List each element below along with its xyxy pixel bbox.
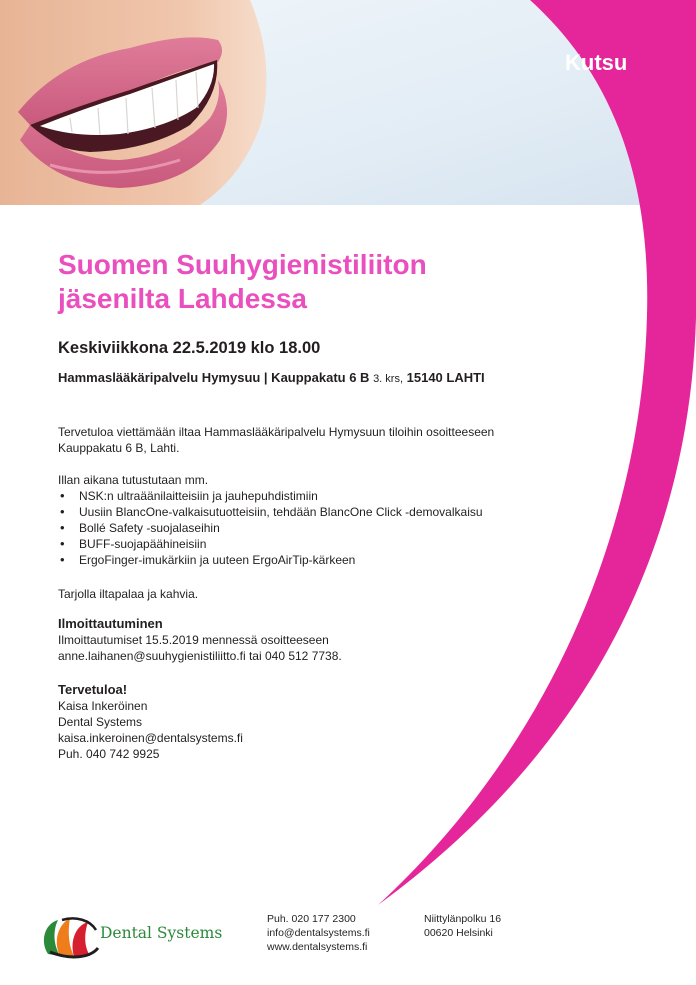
list-item: • ErgoFinger-imukärkiin ja uuteen ErgoAirTip-kärkeen bbox=[58, 552, 483, 568]
footer-street: Niittylänpolku 16 bbox=[424, 913, 502, 925]
topics-list bbox=[58, 488, 483, 568]
footer-city: 00620 Helsinki bbox=[424, 927, 493, 939]
contact-email: kaisa.inkeroinen@dentalsystems.fi bbox=[58, 731, 243, 745]
footer-phone: Puh. 020 177 2300 bbox=[267, 913, 356, 925]
registration-heading: Ilmoittautuminen bbox=[58, 616, 163, 631]
list-item: • Uusiin BlancOne-valkaisutuotteisiin, tehdään BlancOne Click -demovalkaisu bbox=[58, 504, 483, 520]
list-item: • Bollé Safety -suojalaseihin bbox=[58, 520, 483, 536]
page-title bbox=[58, 248, 498, 316]
registration-line-1: Ilmoittautumiset 15.5.2019 mennessä osoitteeseen bbox=[58, 633, 329, 647]
intro-paragraph bbox=[58, 424, 538, 456]
contact-name: Kaisa Inkeröinen bbox=[58, 699, 148, 713]
intro-line-2: Kauppakatu 6 B, Lahti. bbox=[58, 441, 180, 455]
event-date: Keskiviikkona 22.5.2019 klo 18.00 bbox=[58, 339, 321, 357]
footer-contact bbox=[267, 912, 370, 954]
list-item: • NSK:n ultraäänilaitteisiin ja jauhepuhdistimiin bbox=[58, 488, 483, 504]
footer-website[interactable]: www.dentalsystems.fi bbox=[267, 941, 368, 953]
registration-text bbox=[58, 632, 342, 664]
refreshments-note: Tarjolla iltapalaa ja kahvia. bbox=[58, 587, 199, 601]
venue-floor: 3. krs, bbox=[373, 373, 404, 385]
welcome-heading: Tervetuloa! bbox=[58, 682, 128, 697]
contact-phone: Puh. 040 742 9925 bbox=[58, 747, 160, 761]
topics-intro: Illan aikana tutustutaan mm. bbox=[58, 473, 209, 487]
contact-person bbox=[58, 698, 243, 762]
registration-line-2: anne.laihanen@suuhygienistiliitto.fi tai 040 512 7738. bbox=[58, 649, 342, 663]
title-line-1: Suomen Suuhygienistiliiton bbox=[58, 249, 427, 280]
logo-wordmark: Dental Systems bbox=[100, 924, 223, 942]
venue-name: Hammaslääkäripalvelu Hymysuu | Kauppakatu 6 B bbox=[58, 370, 370, 385]
venue-postal: 15140 LAHTI bbox=[406, 370, 485, 385]
list-item: • BUFF-suojapäähineisiin bbox=[58, 536, 483, 552]
title-line-2: jäsenilta Lahdessa bbox=[58, 283, 308, 314]
contact-company: Dental Systems bbox=[58, 715, 143, 729]
intro-line-1: Tervetuloa viettämään iltaa Hammaslääkäripalvelu Hymysuun tiloihin osoitteeseen bbox=[58, 425, 495, 439]
footer-email[interactable]: info@dentalsystems.fi bbox=[267, 927, 370, 939]
invitation-badge: Kutsu bbox=[565, 50, 628, 75]
event-venue bbox=[58, 370, 485, 385]
footer-address bbox=[424, 912, 501, 940]
